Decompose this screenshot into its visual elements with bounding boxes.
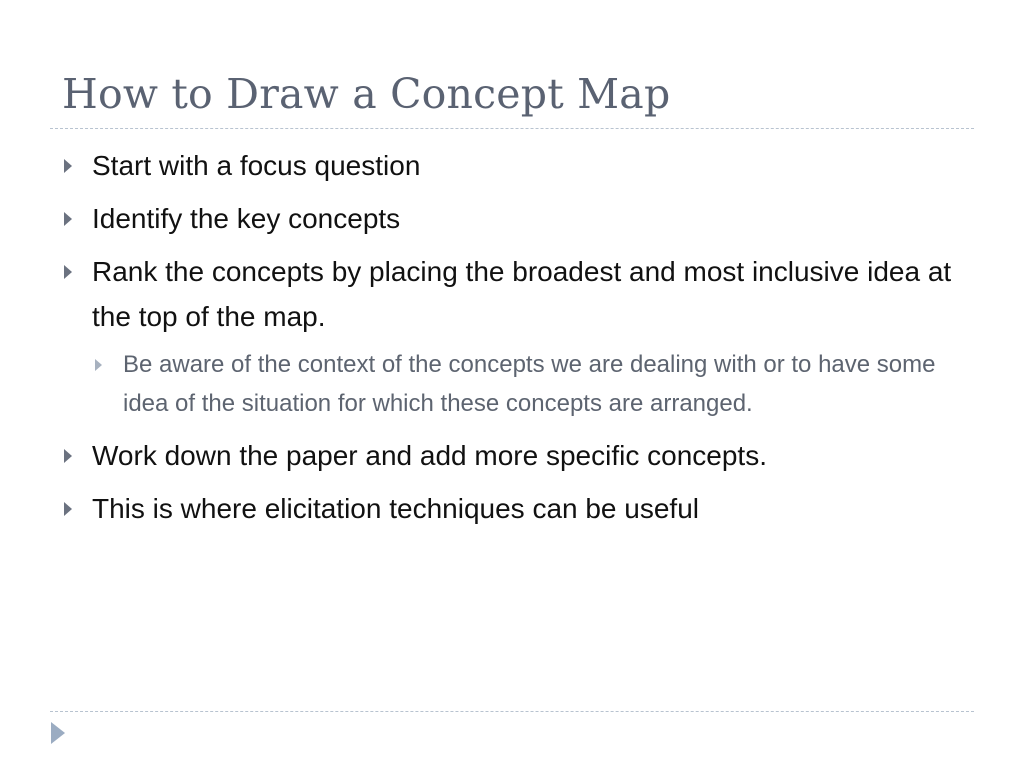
sub-bullet-item xyxy=(92,345,972,423)
triangle-right-icon xyxy=(64,212,72,226)
triangle-right-icon xyxy=(64,449,72,463)
triangle-right-icon xyxy=(64,265,72,279)
sub-bullet-text: Be aware of the context of the concepts we are dealing with or to have some idea of the situation for which these concepts are arranged. xyxy=(123,351,936,417)
triangle-right-icon xyxy=(95,359,102,371)
bullet-item xyxy=(62,196,972,241)
footer-divider xyxy=(50,711,974,712)
title-divider xyxy=(50,128,974,129)
triangle-right-icon xyxy=(64,502,72,516)
bullet-text: This is where elicitation techniques can be useful xyxy=(92,493,700,524)
bullet-item xyxy=(62,249,972,339)
bullet-text: Identify the key concepts xyxy=(92,203,401,234)
bullet-item xyxy=(62,486,972,531)
slide-body xyxy=(62,143,972,539)
triangle-right-icon xyxy=(64,159,72,173)
slide-title: How to Draw a Concept Map xyxy=(62,70,671,118)
play-triangle-icon[interactable] xyxy=(51,722,65,744)
bullet-text: Work down the paper and add more specific concepts. xyxy=(92,440,767,471)
bullet-text: Start with a focus question xyxy=(92,150,421,181)
bullet-item xyxy=(62,433,972,478)
bullet-item xyxy=(62,143,972,188)
bullet-text: Rank the concepts by placing the broadest and most inclusive idea at the top of the map. xyxy=(92,256,952,332)
